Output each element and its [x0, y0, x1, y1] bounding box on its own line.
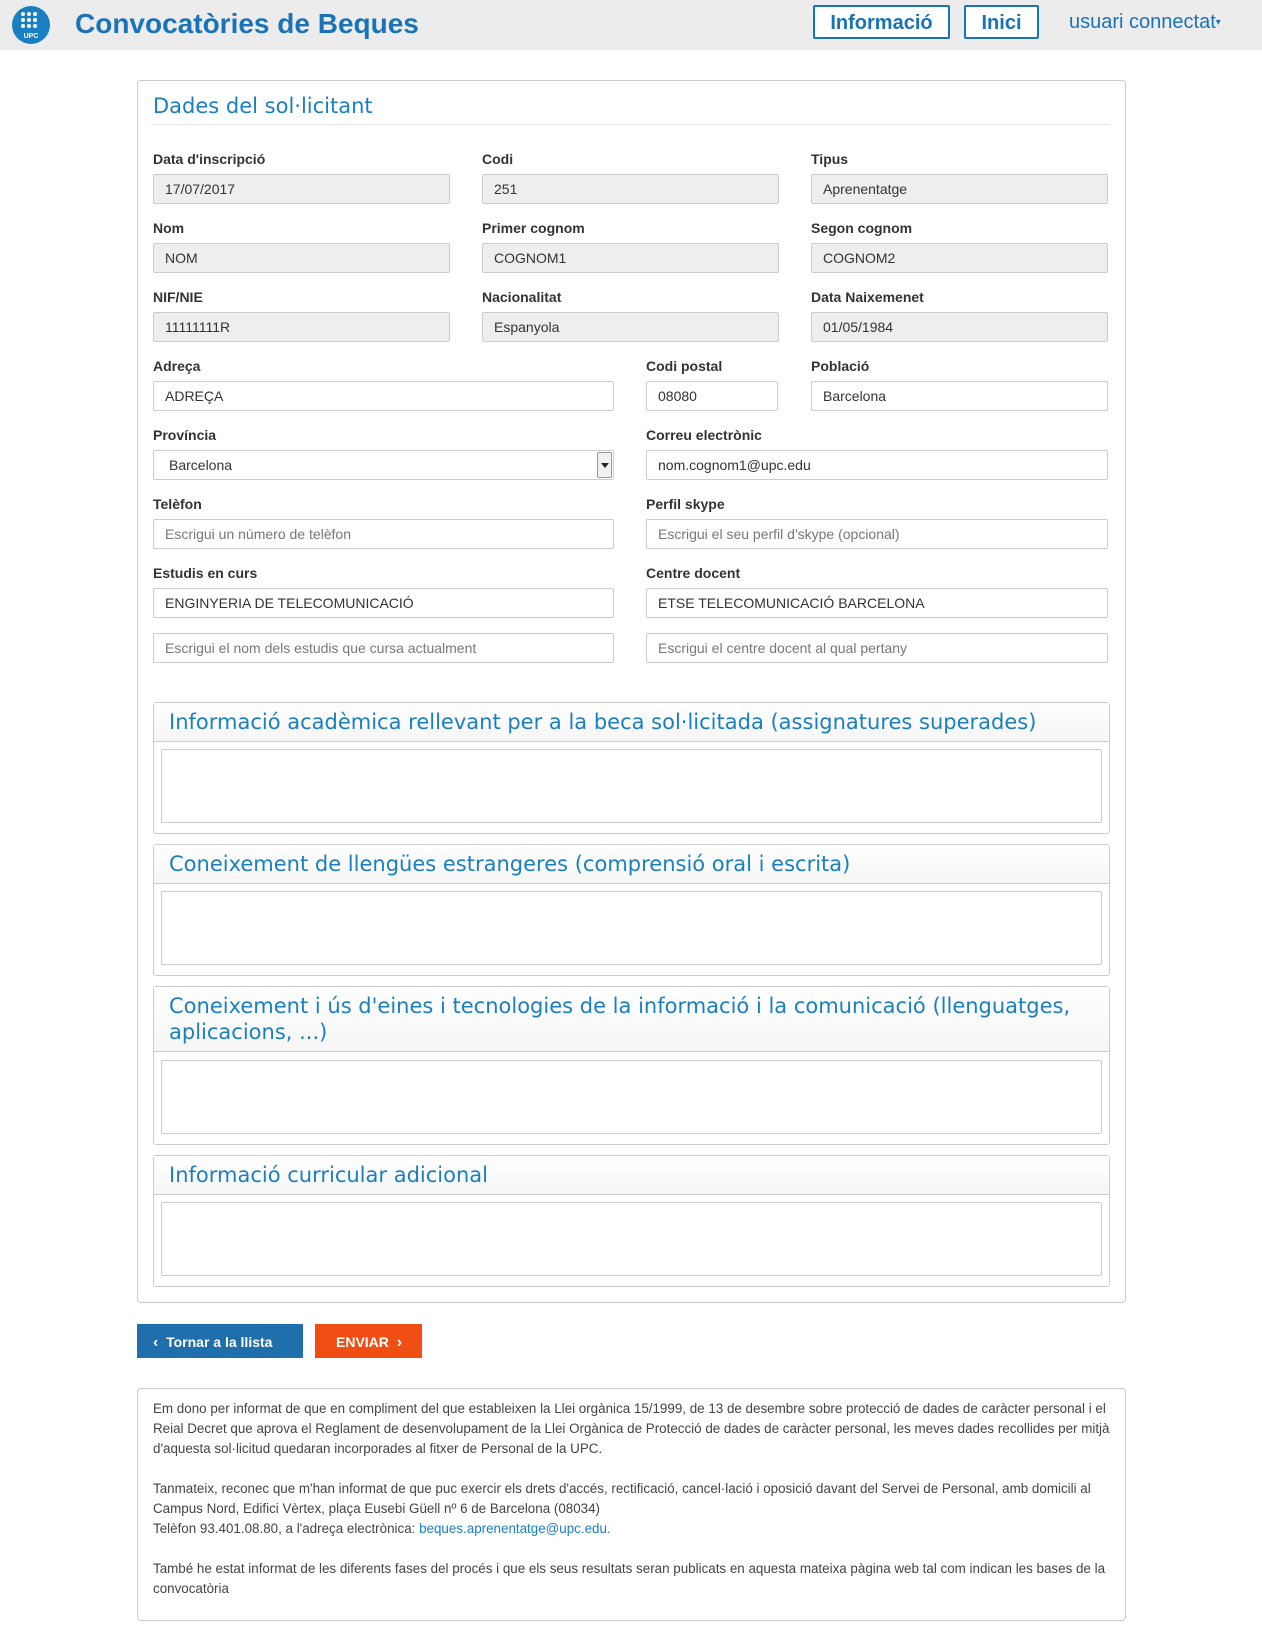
section-tic-title: Coneixement i ús d'eines i tecnologies de la informació i la comunicació (llenguatges, aplicacions, ...)	[154, 987, 1109, 1052]
section-curricular-title: Informació curricular adicional	[154, 1156, 1109, 1195]
nom-field: NOM	[153, 243, 450, 273]
contact-email-link[interactable]: beques.aprenentatge@upc.edu.	[419, 1521, 611, 1536]
send-label: ENVIAR	[336, 1334, 389, 1350]
label-provincia: Província	[153, 427, 217, 443]
upc-logo[interactable]	[12, 6, 50, 44]
section-llengues-title: Coneixement de llengües estrangeres (comprensió oral i escrita)	[154, 845, 1109, 884]
back-to-list-button[interactable]	[137, 1324, 303, 1358]
legal-paragraph-3: També he estat informat de les diferents fases del procés i que els seus resultats seran publicats en aquesta mateixa pàgina web tal com indican les bases de la convocatòria	[153, 1561, 1106, 1596]
primer-cognom-field: COGNOM1	[482, 243, 779, 273]
label-adreca: Adreça	[153, 358, 201, 374]
codi-postal-input[interactable]: 08080	[646, 381, 778, 411]
app-title[interactable]: Convocatòries de Beques	[75, 8, 419, 39]
label-estudis: Estudis en curs	[153, 565, 258, 581]
logo-dots-icon	[21, 12, 41, 32]
section-tic	[153, 986, 1110, 1145]
label-telefon: Telèfon	[153, 496, 202, 512]
chevron-left-icon: ‹	[153, 1334, 159, 1351]
provincia-select[interactable]	[153, 450, 614, 480]
label-correu: Correu electrònic	[646, 427, 762, 443]
label-primer-cognom: Primer cognom	[482, 220, 585, 236]
user-menu[interactable]	[1069, 11, 1221, 34]
tic-textarea[interactable]	[161, 1060, 1102, 1134]
correu-input[interactable]: nom.cognom1@upc.edu	[646, 450, 1108, 480]
centre-input[interactable]: ETSE TELECOMUNICACIÓ BARCELONA	[646, 588, 1108, 618]
label-nacionalitat: Nacionalitat	[482, 289, 562, 305]
data-inscripcio-field: 17/07/2017	[153, 174, 450, 204]
estudis-input[interactable]: ENGINYERIA DE TELECOMUNICACIÓ	[153, 588, 614, 618]
tipus-field: Aprenentatge	[811, 174, 1108, 204]
label-codi: Codi	[482, 151, 514, 167]
label-codi-postal: Codi postal	[646, 358, 723, 374]
label-skype: Perfil skype	[646, 496, 725, 512]
legal-paragraph-2b: Telèfon 93.401.08.80, a l'adreça electrònica:	[153, 1521, 420, 1536]
legal-paragraph-2a: Tanmateix, reconec que m'han informat de que puc exercir els drets d'accés, rectificació, cancel·lació i oposició davant del Servei de Personal, amb domicili al Campus Nord, Edifici Vèrtex, plaça Eusebi Güell nº 6 de Barcelona (08034)	[153, 1481, 1091, 1516]
label-poblacio: Població	[811, 358, 870, 374]
label-data-naixement: Data Naixemenet	[811, 289, 924, 305]
label-data-inscripcio: Data d'inscripció	[153, 151, 266, 167]
legal-notice	[137, 1388, 1126, 1621]
section-academica	[153, 702, 1110, 834]
altres-estudis-input[interactable]: Escrigui el nom dels estudis que cursa actualment	[153, 633, 614, 663]
caret-down-icon: ▾	[1215, 17, 1221, 29]
legal-paragraph-2	[153, 1479, 1110, 1539]
chevron-right-icon: ›	[396, 1334, 403, 1351]
data-naixement-field: 01/05/1984	[811, 312, 1108, 342]
label-nif: NIF/NIE	[153, 289, 203, 305]
label-tipus: Tipus	[811, 151, 849, 167]
telefon-input[interactable]: Escrigui un número de telèfon	[153, 519, 614, 549]
section-curricular	[153, 1155, 1110, 1287]
send-button[interactable]	[315, 1324, 422, 1358]
nif-field: 11111111R	[153, 312, 450, 342]
section-llengues	[153, 844, 1110, 976]
curricular-textarea[interactable]	[161, 1202, 1102, 1276]
skype-input[interactable]: Escrigui el seu perfil d'skype (opcional)	[646, 519, 1108, 549]
adreca-input[interactable]: ADREÇA	[153, 381, 614, 411]
applicant-panel	[137, 80, 1126, 1303]
nacionalitat-field: Espanyola	[482, 312, 779, 342]
info-button[interactable]: Informació	[813, 5, 950, 39]
panel-title: Dades del sol·licitant	[153, 94, 1110, 125]
section-academica-title: Informació acadèmica rellevant per a la beca sol·licitada (assignatures superades)	[154, 703, 1109, 742]
legal-paragraph-1: Em dono per informat de que en compliment del que estableixen la Llei orgànica 15/1999, de 13 de desembre sobre protecció de dades de caràcter personal i el Reial Decret que aprova el Reglament de desenvolupament de la Llei Orgànica de Protecció de dades de caràcter personal, les meves dades recollides per mitjà d'aquesta sol·licitud quedaran incorporades al fitxer de Personal de la UPC.	[153, 1401, 1110, 1456]
label-centre: Centre docent	[646, 565, 741, 581]
llengues-textarea[interactable]	[161, 891, 1102, 965]
dropdown-arrow-icon[interactable]	[597, 452, 612, 478]
logo-text: UPC	[23, 33, 39, 40]
label-segon-cognom: Segon cognom	[811, 220, 913, 236]
back-label: Tornar a la llista	[166, 1334, 273, 1350]
codi-field: 251	[482, 174, 779, 204]
home-button[interactable]: Inici	[964, 5, 1039, 39]
altre-centre-input[interactable]: Escrigui el centre docent al qual pertany	[646, 633, 1108, 663]
user-menu-label: usuari connectat	[1069, 11, 1216, 33]
segon-cognom-field: COGNOM2	[811, 243, 1108, 273]
label-nom: Nom	[153, 220, 185, 236]
poblacio-input[interactable]: Barcelona	[811, 381, 1108, 411]
provincia-value: Barcelona	[169, 457, 233, 473]
academica-textarea[interactable]	[161, 749, 1102, 823]
top-bar	[0, 0, 1262, 50]
